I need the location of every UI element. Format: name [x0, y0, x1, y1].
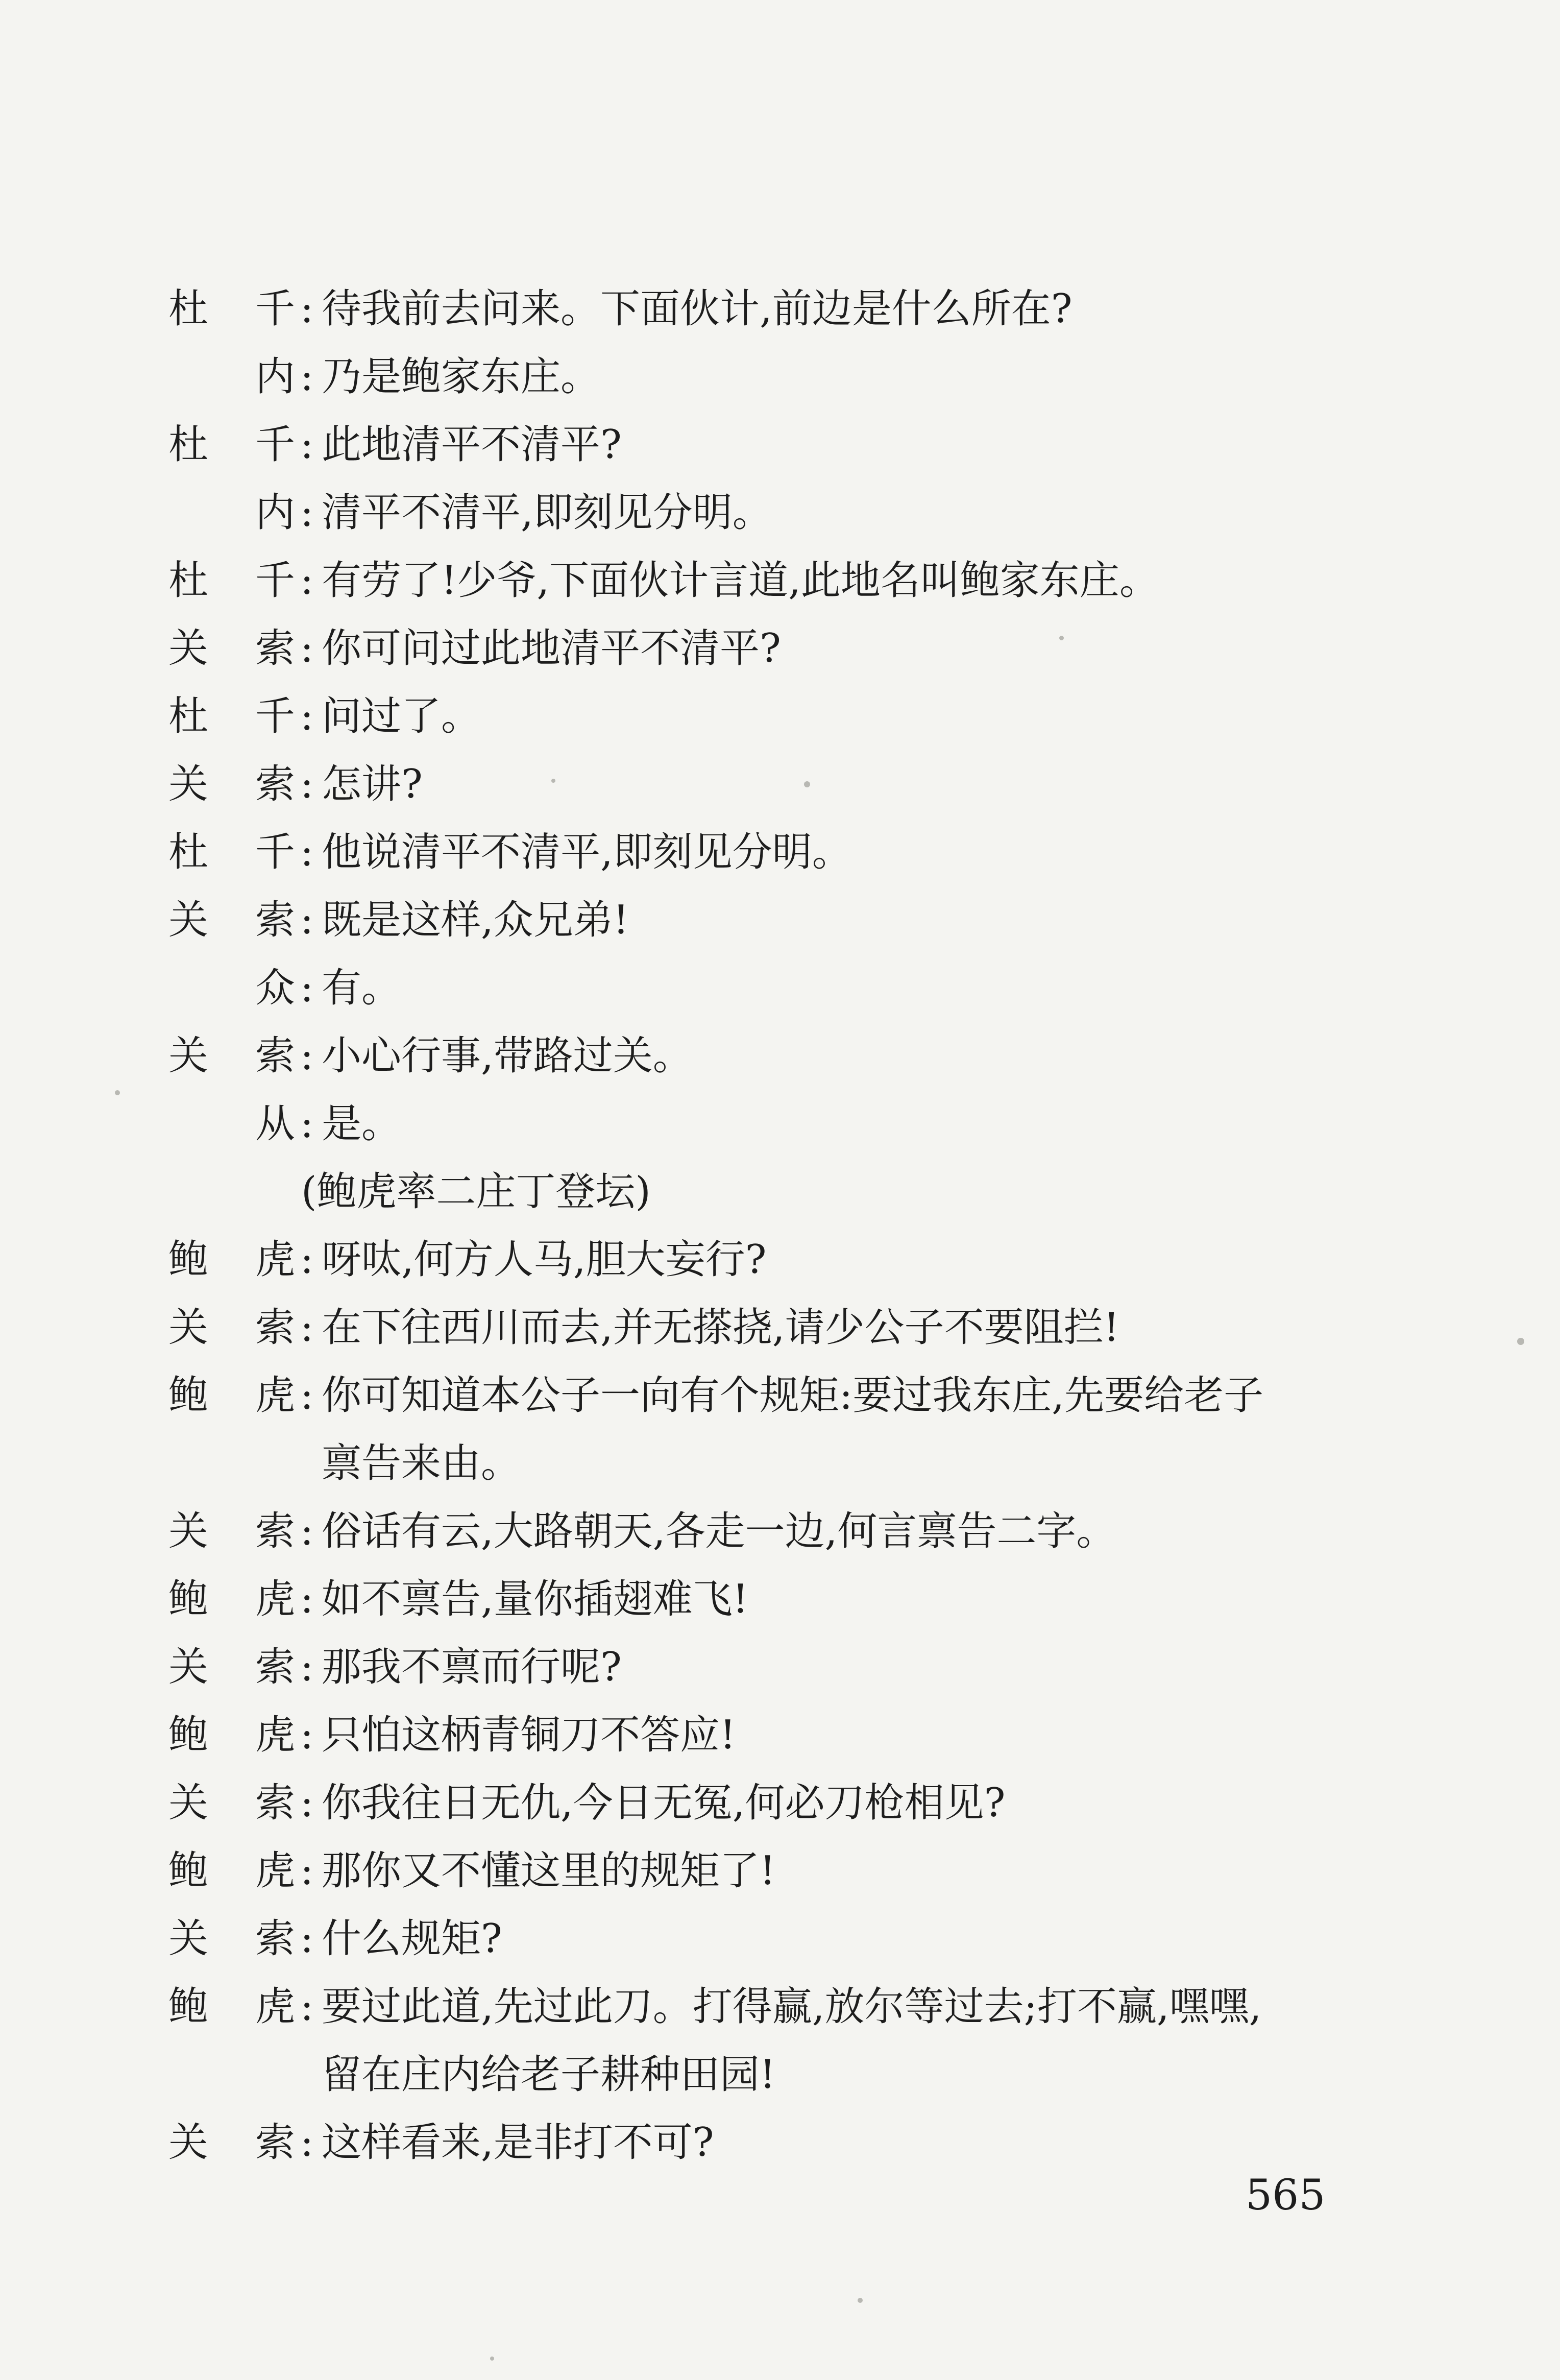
colon: : [300, 1033, 314, 1079]
dialogue-line [0, 485, 1560, 541]
dialogue-text: 在下往西川而去,并无搽挠,请少公子不要阻拦! [322, 1305, 1119, 1351]
colon: : [300, 1237, 314, 1283]
dialogue-text: 怎讲? [322, 761, 423, 807]
stage-direction: (鲍虎率二庄丁登坛) [301, 1169, 651, 1215]
dialogue-text: 俗话有云,大路朝天,各走一边,何言禀告二字。 [322, 1508, 1116, 1554]
dialogue-text: 待我前去问来。下面伙计,前边是什么所在? [322, 286, 1072, 332]
colon: : [300, 761, 314, 807]
dialogue-text: 那我不禀而行呢? [322, 1644, 622, 1690]
dialogue-line: 关 索 : 这样看来,是非打不可? [0, 2114, 1560, 2171]
colon: : [300, 1848, 314, 1894]
dialogue-line: 鲍 虎 : 只怕这柄青铜刀不答应! [0, 1707, 1560, 1763]
scan-speck [804, 781, 810, 787]
colon: : [300, 693, 314, 739]
dialogue-line: 鲍 虎 : 呀呔,何方人马,胆大妄行? [0, 1232, 1560, 1288]
dialogue-line: 鲍 虎 : 如不禀告,量你插翅难飞! [0, 1571, 1560, 1627]
dialogue-line: 杜 千 : 问过了。 [0, 688, 1560, 744]
dialogue-line: 关 索 : 什么规矩? [0, 1911, 1560, 1967]
dialogue-text: 呀呔,何方人马,胆大妄行? [322, 1237, 767, 1283]
scan-speck [490, 2357, 494, 2361]
dialogue-line: 鲍 虎 : 要过此道,先过此刀。打得赢,放尔等过去;打不赢,嘿嘿, [0, 1979, 1560, 2035]
dialogue-line: 关 索 : 你可问过此地清平不清平? [0, 620, 1560, 677]
speaker-name: 内 [255, 354, 296, 400]
dialogue-continuation-line [0, 2047, 1560, 2103]
dialogue-text: 那你又不懂这里的规矩了! [322, 1848, 776, 1894]
dialogue-text: 小心行事,带路过关。 [322, 1033, 693, 1079]
colon: : [300, 422, 314, 468]
colon: : [300, 1712, 314, 1758]
colon: : [300, 1305, 314, 1351]
colon: : [300, 490, 314, 536]
scan-speck [551, 779, 555, 783]
dialogue-text: 只怕这柄青铜刀不答应! [322, 1712, 736, 1758]
colon: : [300, 1373, 314, 1419]
dialogue-line: 杜 千 : 待我前去问来。下面伙计,前边是什么所在? [0, 281, 1560, 337]
dialogue-text: 清平不清平,即刻见分明。 [322, 490, 772, 536]
scan-speck [858, 2298, 863, 2303]
dialogue-line: 杜 千 : 此地清平不清平? [0, 417, 1560, 473]
dialogue-line [0, 349, 1560, 405]
stage-direction-line [0, 1164, 1560, 1220]
dialogue-text: 此地清平不清平? [322, 422, 622, 468]
dialogue-line: 鲍 虎 : 你可知道本公子一向有个规矩:要过我东庄,先要给老子 [0, 1367, 1560, 1424]
dialogue-line: 关 索 : 既是这样,众兄弟! [0, 892, 1560, 948]
page-number: 565 [1246, 2171, 1326, 2220]
dialogue-line: 关 索 : 在下往西川而去,并无搽挠,请少公子不要阻拦! [0, 1300, 1560, 1356]
dialogue-text: 他说清平不清平,即刻见分明。 [322, 829, 852, 875]
dialogue-continuation-line [0, 1435, 1560, 1492]
dialogue-line: 关 索 : 你我往日无仇,今日无冤,何必刀枪相见? [0, 1775, 1560, 1831]
colon: : [300, 1101, 314, 1147]
speaker-name: 内 [255, 490, 296, 536]
dialogue-text: 你我往日无仇,今日无冤,何必刀枪相见? [322, 1780, 1006, 1826]
dialogue-line: 杜 千 : 有劳了!少爷,下面伙计言道,此地名叫鲍家东庄。 [0, 552, 1560, 609]
dialogue-text: 你可知道本公子一向有个规矩:要过我东庄,先要给老子 [322, 1373, 1264, 1419]
colon: : [300, 558, 314, 604]
dialogue-text: 你可问过此地清平不清平? [322, 626, 781, 671]
dialogue-line: 杜 千 : 他说清平不清平,即刻见分明。 [0, 824, 1560, 880]
dialogue-text: 要过此道,先过此刀。打得赢,放尔等过去;打不赢,嘿嘿, [322, 1984, 1262, 2030]
dialogue-continuation: 禀告来由。 [322, 1440, 521, 1486]
colon: : [300, 965, 314, 1011]
dialogue-continuation: 留在庄内给老子耕种田园! [322, 2052, 776, 2098]
scan-speck [1517, 1338, 1524, 1345]
dialogue-text: 是。 [322, 1101, 402, 1147]
colon: : [300, 1644, 314, 1690]
dialogue-line: 关 索 : 那我不禀而行呢? [0, 1639, 1560, 1695]
colon: : [300, 829, 314, 875]
scan-speck [115, 1090, 120, 1095]
speaker-name: 众 [255, 965, 296, 1011]
dialogue-text: 如不禀告,量你插翅难飞! [322, 1576, 749, 1622]
dialogue-line [0, 960, 1560, 1016]
colon: : [300, 1508, 314, 1554]
dialogue-text: 什么规矩? [322, 1916, 502, 1962]
dialogue-text: 有。 [322, 965, 402, 1011]
colon: : [300, 354, 314, 400]
dialogue-text: 既是这样,众兄弟! [322, 897, 629, 943]
dialogue-text: 有劳了!少爷,下面伙计言道,此地名叫鲍家东庄。 [322, 558, 1159, 604]
speaker-name: 从 [255, 1101, 296, 1147]
colon: : [300, 1780, 314, 1826]
dialogue-line: 关 索 : 小心行事,带路过关。 [0, 1028, 1560, 1084]
colon: : [300, 1576, 314, 1622]
colon: : [300, 2120, 314, 2166]
colon: : [300, 897, 314, 943]
colon: : [300, 1916, 314, 1962]
dialogue-line: 关 索 : 俗话有云,大路朝天,各走一边,何言禀告二字。 [0, 1503, 1560, 1559]
colon: : [300, 1984, 314, 2030]
dialogue-line [0, 1096, 1560, 1152]
dialogue-line: 鲍 虎 : 那你又不懂这里的规矩了! [0, 1843, 1560, 1899]
dialogue-text: 乃是鲍家东庄。 [322, 354, 601, 400]
dialogue-text: 这样看来,是非打不可? [322, 2120, 714, 2166]
colon: : [300, 626, 314, 671]
dialogue-line: 关 索 : 怎讲? [0, 756, 1560, 812]
colon: : [300, 286, 314, 332]
dialogue-text: 问过了。 [322, 693, 481, 739]
scan-speck [1059, 636, 1064, 640]
